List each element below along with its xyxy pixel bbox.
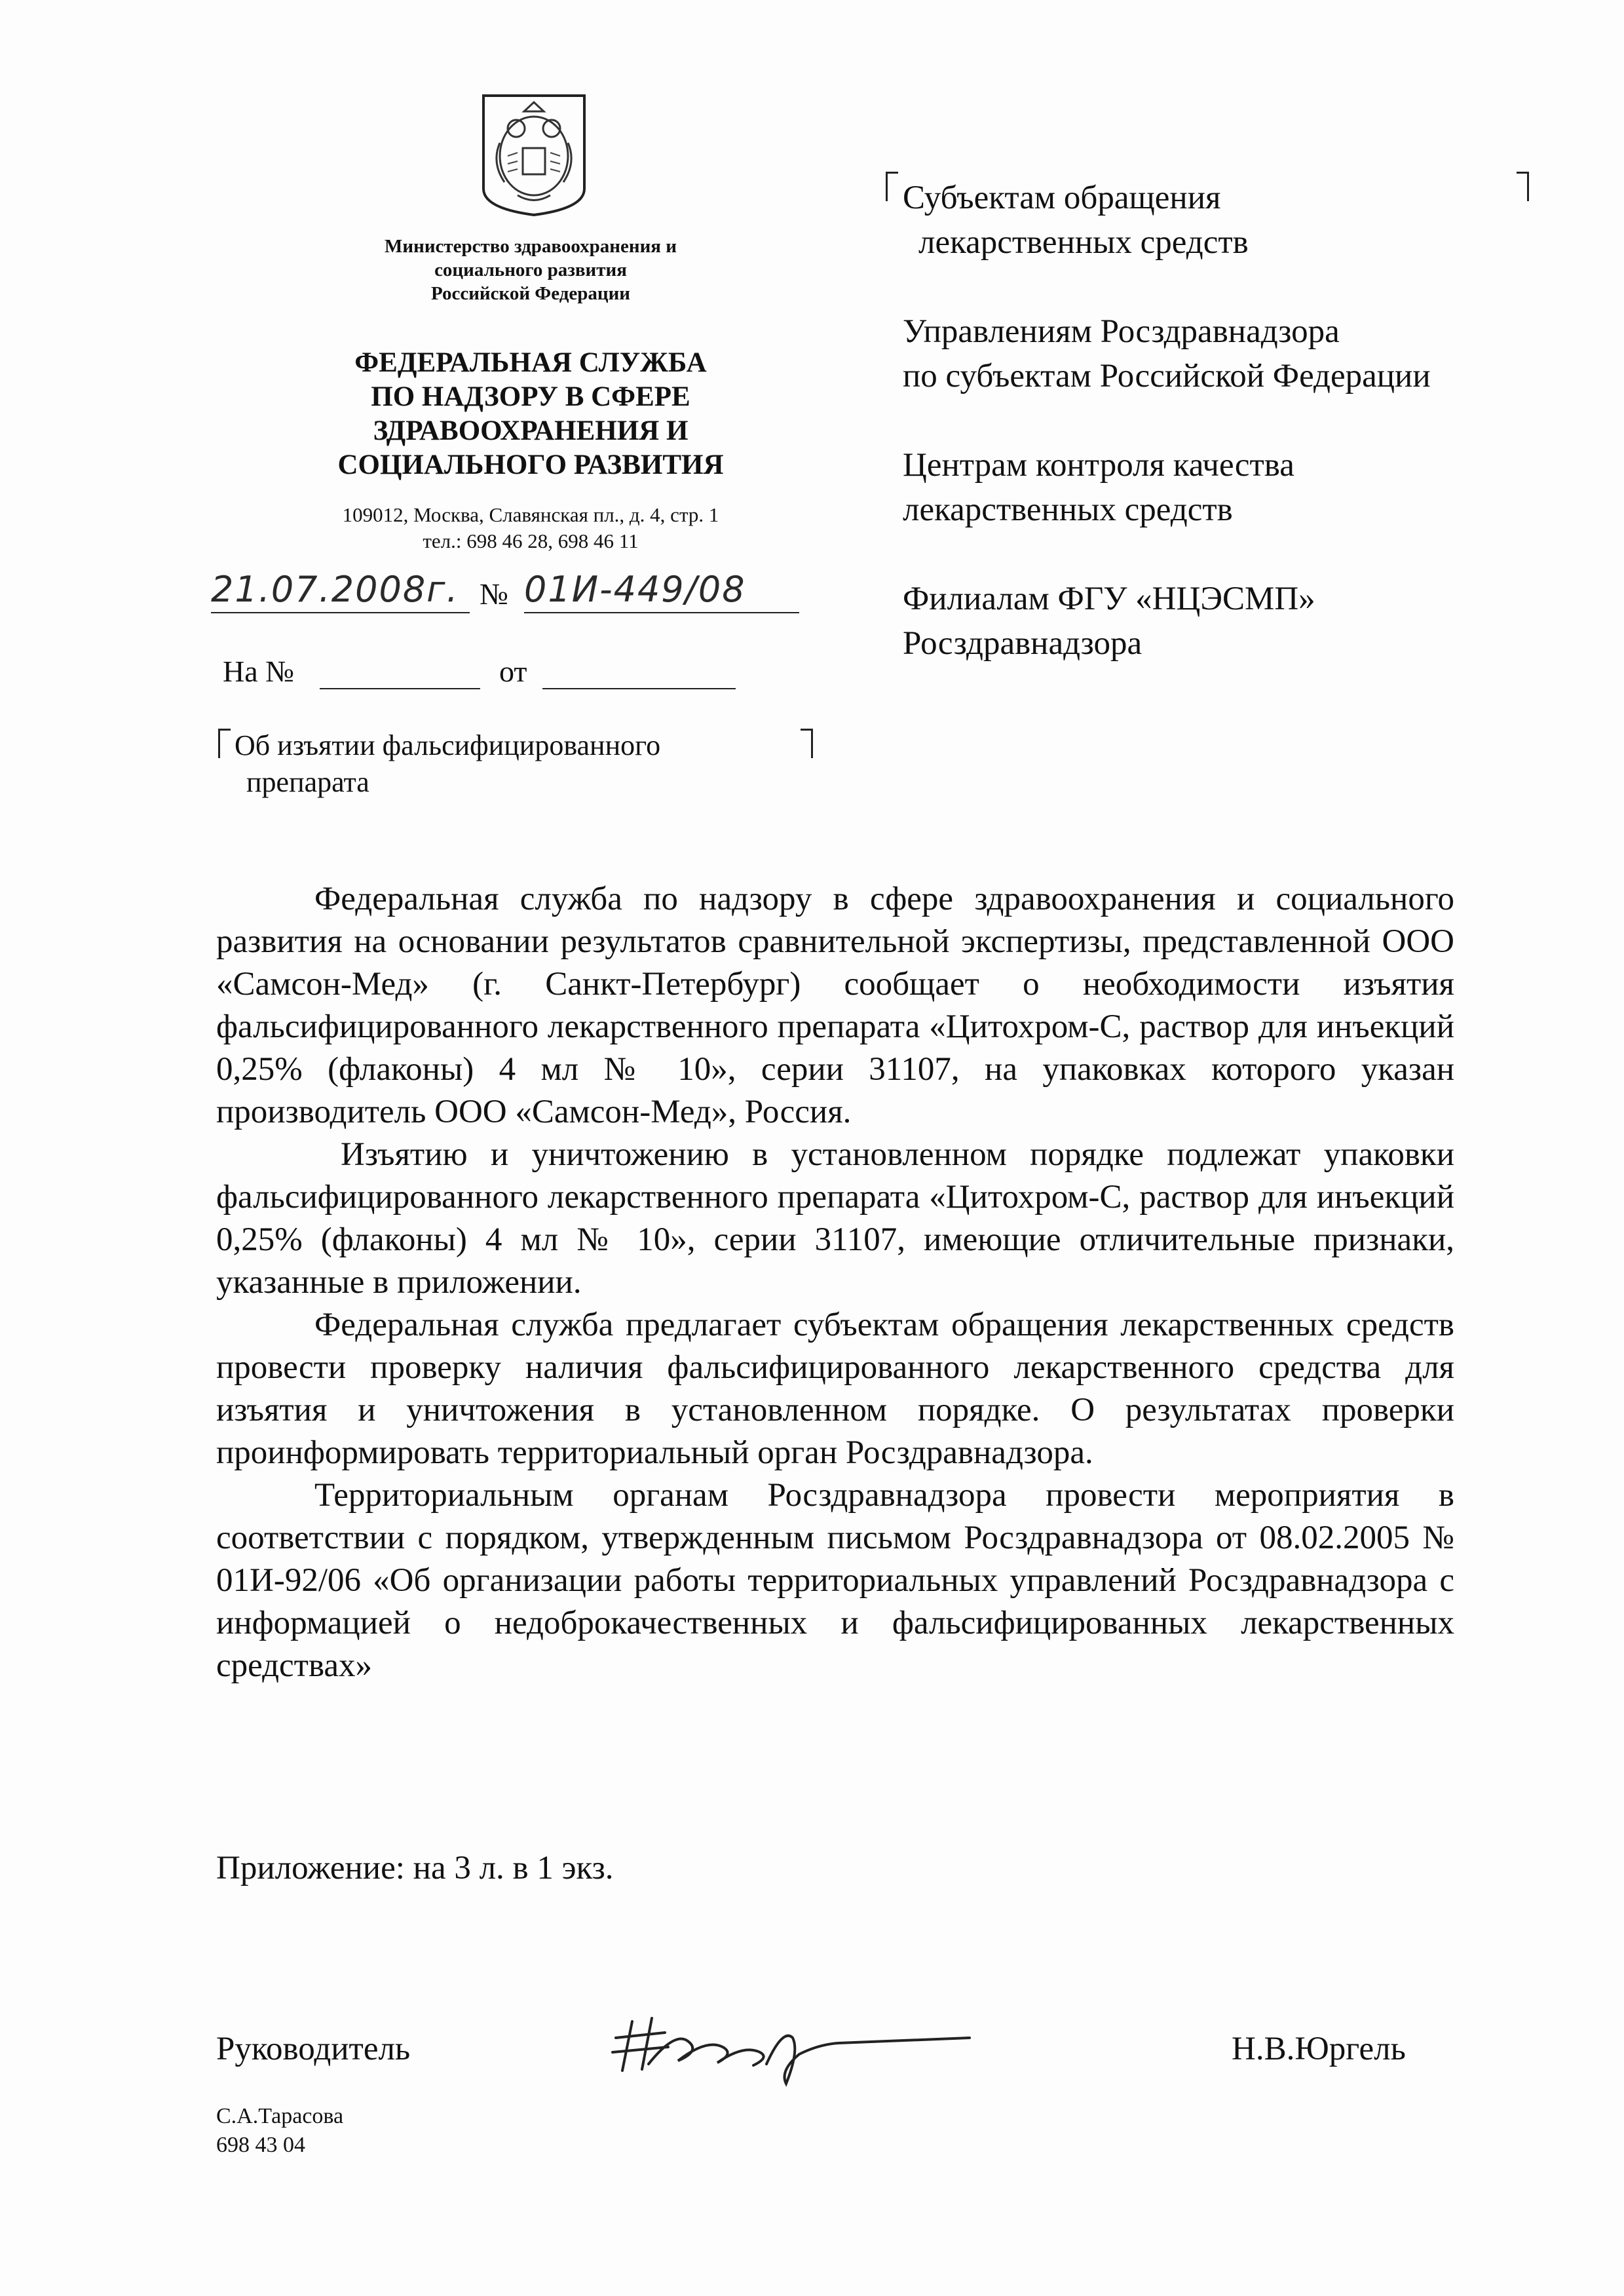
- attachment-note: Приложение: на 3 л. в 1 экз.: [216, 1850, 614, 1886]
- letter-subject: Об изъятии фальсифицированного препарата: [235, 729, 661, 798]
- addressee-item: Центрам контроля качества лекарственных средств: [903, 447, 1294, 528]
- registration-date: 21.07.2008г.: [211, 569, 470, 613]
- reference-date-line: [542, 688, 736, 689]
- handwritten-signature: [603, 1992, 983, 2090]
- service-name: ФЕДЕРАЛЬНАЯ СЛУЖБА ПО НАДЗОРУ В СФЕРЕ ЗДРАВООХРАНЕНИЯ И СОЦИАЛЬНОГО РАЗВИТИЯ: [337, 347, 724, 480]
- subject-bracket-left: [218, 729, 231, 758]
- reference-number-line: [320, 688, 480, 689]
- reference-from-label: от: [499, 655, 527, 688]
- addressee-item: Филиалам ФГУ «НЦЭСМП» Росздравнадзора: [903, 581, 1315, 662]
- executor-name: С.А.Тарасова: [216, 2104, 344, 2128]
- service-address: 109012, Москва, Славянская пл., д. 4, стр. 1 тел.: 698 46 28, 698 46 11: [342, 503, 719, 552]
- signer-role: Руководитель: [216, 2031, 411, 2067]
- registration-number-label: №: [480, 577, 508, 611]
- body-paragraph-2: Изъятию и уничтожению в установленном порядке подлежат упаковки фальсифицированного лекарственного препарата «Цитохром-С, раствор для инъекций 0,25% (флаконы) 4 мл № 10», серии 31107, имеющие отличительные признаки, указанные в приложении.: [216, 1136, 1454, 1301]
- body-paragraph-4: Территориальным органам Росздравнадзора провести мероприятия в соответствии с порядком, утвержденным письмом Росздравнадзора от 08.02.2005 № 01И-92/06 «Об организации работы территориальных управлений Росздравнадзора с информацией о недоброкачественных и фальсифицированных лекарственных средствах»: [216, 1477, 1454, 1684]
- body-paragraph-1: Федеральная служба по надзору в сфере здравоохранения и социального развития на основании результатов сравнительной экспертизы, представленной ООО «Самсон-Мед» (г. Санкт-Петербург) сообщает о необходимости изъятия фальсифицированного лекарственного препарата «Цитохром-С, раствор для инъекций 0,25% (флаконы) 4 мл № 10», серии 31107, на упаковках которого указан производитель ООО «Самсон-Мед», Россия.: [216, 881, 1454, 1130]
- reference-number-label: На №: [223, 655, 295, 688]
- ministry-name: Министерство здравоохранения и социального развития Российской Федерации: [385, 236, 677, 304]
- registration-number: 01И-449/08: [524, 569, 799, 613]
- addressee-bracket-left: [886, 172, 898, 201]
- body-paragraph-3: Федеральная служба предлагает субъектам обращения лекарственных средств провести проверку наличия фальсифицированного лекарственного средства для изъятия и уничтожения в установленном порядке. О результатах проверки проинформировать территориальный орган Росздравнадзора.: [216, 1307, 1454, 1471]
- addressee-block: [903, 176, 1532, 710]
- signer-name: Н.В.Юргель: [1232, 2031, 1406, 2067]
- coat-of-arms-emblem: [478, 90, 590, 218]
- letter-body: [216, 878, 1454, 1687]
- addressee-item: Субъектам обращения лекарственных средств: [903, 180, 1249, 261]
- executor-phone: 698 43 04: [216, 2133, 305, 2157]
- addressee-item: Управлениям Росздравнадзора по субъектам Российской Федерации: [903, 313, 1431, 394]
